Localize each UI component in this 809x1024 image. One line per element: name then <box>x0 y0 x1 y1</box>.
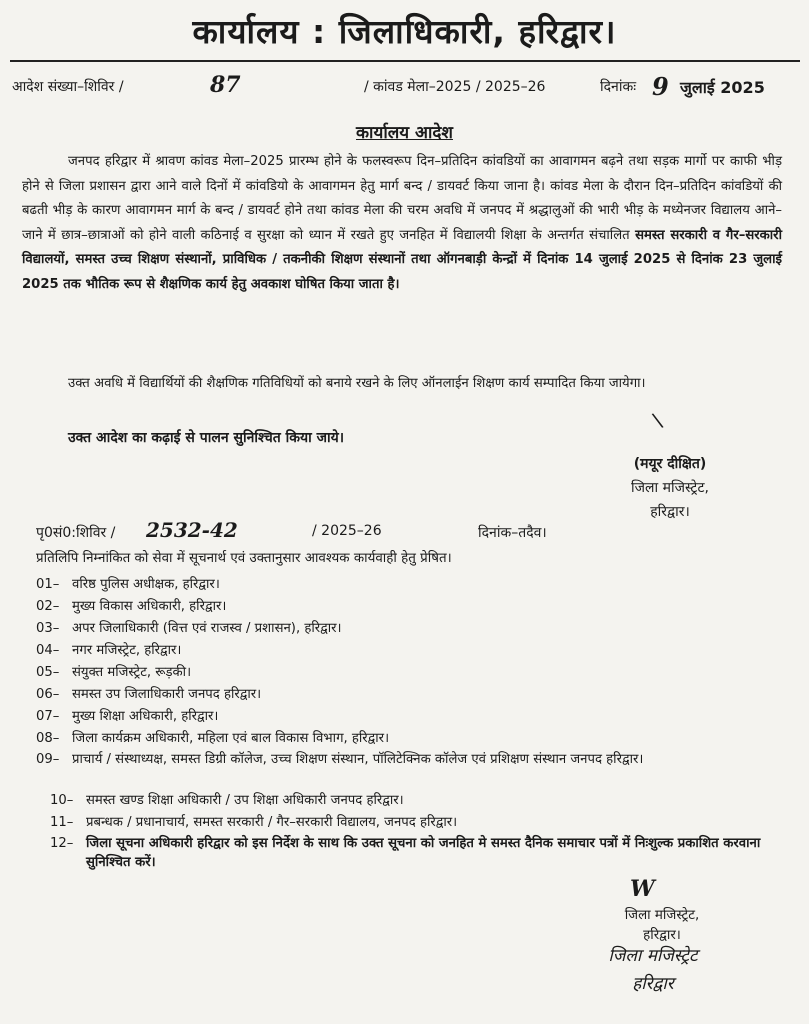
order-paragraph-2: उक्त अवधि में विद्यार्थियों की शैक्षणिक गतिविधियों को बनाये रखने के लिए ऑनलाईन शिक्षण कार्य सम्पादित किया जायेगा। <box>68 376 646 391</box>
copy-recipient-text: समस्त खण्ड शिक्षा अधिकारी / उप शिक्षा अधिकारी जनपद हरिद्वार। <box>86 793 404 808</box>
signature-block <box>590 452 750 524</box>
copy-recipient-item <box>36 684 776 706</box>
copy-recipient-number: 07– <box>36 709 60 724</box>
online-teaching-paragraph <box>22 372 782 397</box>
footer-designation: जिला मजिस्ट्रेट, <box>624 908 700 923</box>
copy-recipient-text: जिला सूचना अधिकारी हरिद्वार को इस निर्देश के साथ कि उक्त सूचना को जनहित मे समस्त दैनिक समाचार पत्रों में निःशुल्क प्रकाशित करवाना सुनिश्चित करें। <box>86 836 761 870</box>
stamp-line-2: हरिद्वार <box>632 974 674 994</box>
copy-recipient-number: 12– <box>50 836 74 851</box>
copy-recipient-text: मुख्य शिक्षा अधिकारी, हरिद्वार। <box>72 709 219 724</box>
copy-recipient-item <box>36 662 776 684</box>
copy-recipient-number: 02– <box>36 599 60 614</box>
order-paragraph-3: उक्त आदेश का कढ़ाई से पालन सुनिश्चित किया जाये। <box>68 430 345 446</box>
order-body <box>22 150 782 298</box>
signature-mark: \ <box>650 407 665 433</box>
copy-reference-handwritten: 2532-42 <box>146 518 238 542</box>
copy-recipient-item <box>50 790 776 812</box>
copy-recipient-item <box>36 640 776 662</box>
date-day-handwritten: 9 <box>652 72 669 101</box>
copy-recipient-item <box>50 834 776 874</box>
copy-recipient-number: 06– <box>36 687 60 702</box>
copy-recipient-text: संयुक्त मजिस्ट्रेट, रूड़की। <box>72 665 192 680</box>
copy-recipient-text: प्राचार्य / संस्थाध्यक्ष, समस्त डिग्री कॉलेज, उच्च शिक्षण संस्थान, पॉलिटेक्निक कॉलेज एवं प्रशिक्षण संस्थान जनपद हरिद्वार। <box>72 752 644 767</box>
footer-signature-mark: W <box>630 876 655 902</box>
copy-recipient-text: प्रबन्धक / प्रधानाचार्य, समस्त सरकारी / गैर–सरकारी विद्यालय, जनपद हरिद्वार। <box>86 815 458 830</box>
office-title: कार्यालय : जिलाधिकारी, हरिद्वार। <box>192 12 617 51</box>
copy-recipient-text: जिला कार्यक्रम अधिकारी, महिला एवं बाल विकास विभाग, हरिद्वार। <box>72 731 390 746</box>
copy-recipient-item <box>36 596 776 618</box>
copy-reference-date: दिनांक–तदैव। <box>478 525 547 541</box>
copy-recipient-text: मुख्य विकास अधिकारी, हरिद्वार। <box>72 599 227 614</box>
copy-recipient-number: 04– <box>36 643 60 658</box>
title-divider <box>10 60 800 62</box>
footer-signature-block <box>592 906 732 946</box>
official-stamp <box>578 942 728 998</box>
date-month-year: जुलाई 2025 <box>680 78 765 97</box>
signatory-place: हरिद्वार। <box>650 504 690 520</box>
copy-recipient-item <box>36 574 776 596</box>
signatory-designation: जिला मजिस्ट्रेट, <box>631 480 709 496</box>
copy-recipient-list <box>36 574 776 874</box>
order-reference: / कांवड मेला–2025 / 2025–26 <box>364 79 546 95</box>
copy-recipient-text: समस्त उप जिलाधिकारी जनपद हरिद्वार। <box>72 687 262 702</box>
footer-place: हरिद्वार। <box>643 928 681 943</box>
copy-recipient-number: 09– <box>36 752 60 767</box>
signatory-name: (मयूर दीक्षित) <box>633 456 707 472</box>
copy-intro: प्रतिलिपि निम्नांकित को सेवा में सूचनार्थ एवं उक्तानुसार आवश्यक कार्यवाही हेतु प्रेषित। <box>36 551 452 566</box>
date-label: दिनांकः <box>600 79 637 95</box>
copy-recipient-item <box>50 812 776 834</box>
order-number-handwritten: 87 <box>210 72 241 98</box>
copy-recipient-text: अपर जिलाधिकारी (वित्त एवं राजस्व / प्रशासन), हरिद्वार। <box>72 621 342 636</box>
copy-recipient-text: नगर मजिस्ट्रेट, हरिद्वार। <box>72 643 182 658</box>
copy-reference-year: / 2025–26 <box>312 523 382 539</box>
order-paragraph-1: जनपद हरिद्वार में श्रावण कांवड मेला–2025 प्रारम्भ होने के फलस्वरूप दिन–प्रतिदिन कांवडियों का आवागमन बढ़ने तथा सड़क मार्गो पर काफी भीड़ होने से जिला प्रशासन द्वारा आने वाले दिनों में कांवडियो के आवागमन हेतु मार्ग बन्द / डायवर्ट किया जाना है। कांवड मेला के दौरान दिन–प्रतिदिन कांवडियों की बढती भीड़ के कारण आवागमन मार्ग के बन्द / डायवर्ट होने तथा कांवड मेला की चरम अवधि में जनपद में श्रद्धालुओं की भारी भीड़ के मध्येनजर विद्यालय आने–जाने में छात्र–छात्राओं को होने वाली कठिनाई व सुरक्षा को ध्यान में रखते हुए जनहित में विद्यालयी शिक्षा के अन्तर्गत संचालित <box>22 154 782 243</box>
copy-recipient-number: 05– <box>36 665 60 680</box>
copy-reference-label: पृ0सं0:शिविर / <box>36 525 116 541</box>
copy-recipient-item <box>36 706 776 728</box>
copy-recipient-number: 11– <box>50 815 74 830</box>
copy-recipient-number: 10– <box>50 793 74 808</box>
order-number-label: आदेश संख्या–शिविर / <box>12 79 124 95</box>
document-heading: कार्यालय आदेश <box>356 123 453 143</box>
copy-recipient-number: 08– <box>36 731 60 746</box>
order-holiday-declaration: समस्त सरकारी व गैर–सरकारी विद्यालयों, समस्त उच्च शिक्षण संस्थानों, प्राविधिक / तकनीकी शिक्षण संस्थानों तथा ऑगनबाड़ी केन्द्रों में दिनांक 14 जुलाई 2025 से दिनांक 23 जुलाई 2025 तक भौतिक रूप से शैक्षणिक कार्य हेतु अवकाश घोषित किया जाता है। <box>22 227 782 292</box>
copy-recipient-number: 03– <box>36 621 60 636</box>
copy-recipient-item <box>36 728 776 750</box>
copy-recipient-item <box>36 618 776 640</box>
copy-recipient-number: 01– <box>36 577 60 592</box>
copy-recipient-text: वरिष्ठ पुलिस अधीक्षक, हरिद्वार। <box>72 577 220 592</box>
copy-recipient-item <box>36 750 776 790</box>
stamp-line-1: जिला मजिस्ट्रेट <box>608 946 698 966</box>
